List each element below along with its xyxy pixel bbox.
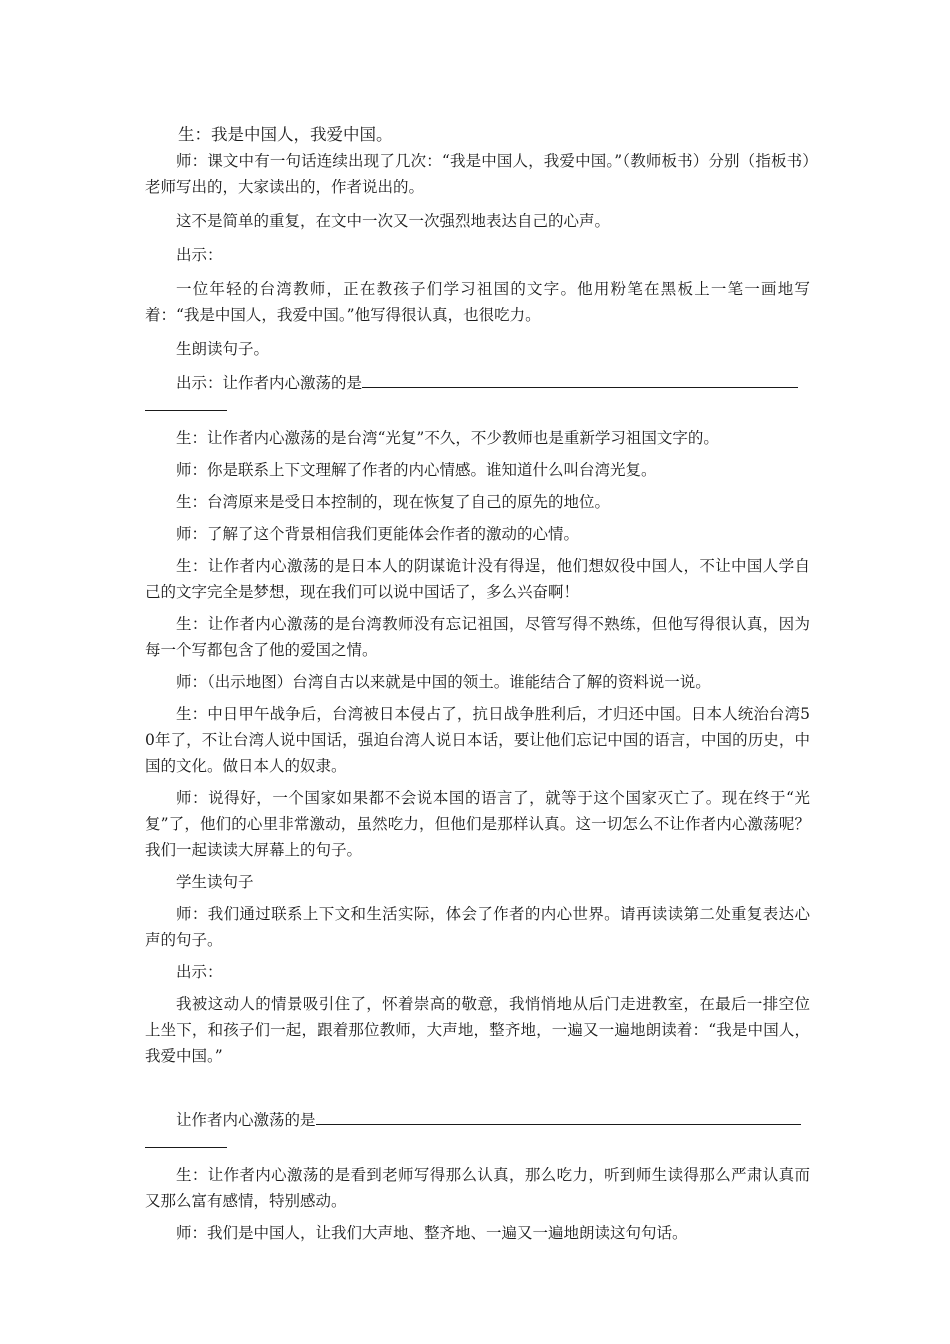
fill-blank-2-line [316,1108,801,1125]
paragraph-10: 师：了解了这个背景相信我们更能体会作者的激动的心情。 [176,525,580,543]
paragraph-4: 出示： [176,246,223,264]
paragraph-3: 这不是简单的重复，在文中一次又一次强烈地表达自己的心声。 [176,212,611,230]
paragraph-21: 师：我们是中国人，让我们大声地、整齐地、一遍又一遍地朗读这句句话。 [176,1224,688,1242]
fill-blank-1-label: 出示：让作者内心激荡的是 [176,374,363,392]
paragraph-2: 师：课文中有一句话连续出现了几次：“我是中国人，我爱中国。”（教师板书）分别（指板书）老师写出的，大家读出的，作者说出的。 [145,152,810,196]
paragraph-15: 师：说得好，一个国家如果都不会说本国的语言了，就等于这个国家灭亡了。现在终于“光复”了，他们的心里非常激动，虽然吃力，但他们是那样认真。这一切怎么不让作者内心激荡呢？我们一起读读大屏幕上的句子。 [145,789,810,859]
fill-blank-2 [145,1107,810,1133]
paragraph-8: 师：你是联系上下文理解了作者的内心情感。谁知道什么叫台湾光复。 [176,461,657,479]
fill-blank-2-line-continued [145,1133,227,1148]
paragraph-12: 生：让作者内心激荡的是台湾教师没有忘记祖国，尽管写得不熟练，但他写得很认真，因为每一个写都包含了他的爱国之情。 [145,615,810,659]
paragraph-19: 我被这动人的情景吸引住了，怀着崇高的敬意，我悄悄地从后门走进教室，在最后一排空位上坐下，和孩子们一起，跟着那位教师，大声地，整齐地，一遍又一遍地朗读着：“我是中国人，我爱中国。” [145,995,810,1065]
paragraph-9: 生：台湾原来是受日本控制的，现在恢复了自己的原先的地位。 [176,493,611,511]
fill-blank-1-line-continued [145,396,227,411]
paragraph-7: 生：让作者内心激荡的是台湾“光复”不久，不少教师也是重新学习祖国文字的。 [176,429,719,447]
paragraph-16: 学生读句子 [176,873,254,891]
document-page [145,122,810,1246]
fill-blank-1 [145,370,810,396]
paragraph-17: 师：我们通过联系上下文和生活实际，体会了作者的内心世界。请再读读第二处重复表达心声的句子。 [145,905,810,949]
paragraph-13: 师：（出示地图）台湾自古以来就是中国的领土。谁能结合了解的资料说一说。 [176,673,711,691]
paragraph-20: 生：让作者内心激荡的是看到老师写得那么认真，那么吃力，听到师生读得那么严肃认真而又那么富有感情，特别感动。 [145,1166,810,1210]
paragraph-14: 生：中日甲午战争后，台湾被日本侵占了，抗日战争胜利后，才归还中国。日本人统治台湾50年了，不让台湾人说中国话，强迫台湾人说日本话，要让他们忘记中国的语言，中国的历史，中国的文化。做日本人的奴隶。 [145,705,810,775]
paragraph-18: 出示： [176,963,223,981]
paragraph-11: 生：让作者内心激荡的是日本人的阴谋诡计没有得逞，他们想奴役中国人，不让中国人学自己的文字完全是梦想，现在我们可以说中国话了，多么兴奋啊！ [145,557,810,601]
paragraph-1: 生：我是中国人，我爱中国。 [178,125,393,144]
fill-blank-1-line [362,371,798,388]
paragraph-6: 生朗读句子。 [176,340,270,358]
fill-blank-2-label: 让作者内心激荡的是 [176,1111,316,1129]
paragraph-5: 一位年轻的台湾教师，正在教孩子们学习祖国的文字。他用粉笔在黑板上一笔一画地写着：“我是中国人，我爱中国。”他写得很认真，也很吃力。 [145,280,810,324]
